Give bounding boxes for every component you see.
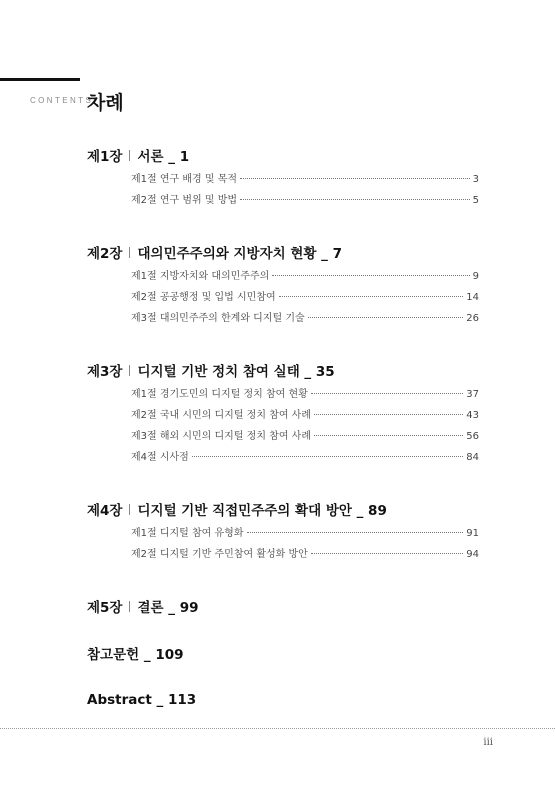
chapter-number: 제4장 (87, 503, 123, 519)
footer-rule (0, 728, 555, 729)
toc-entry[interactable] (131, 406, 479, 427)
chapter-number: 제5장 (87, 600, 123, 616)
dot-leader (279, 296, 464, 297)
chapter-heading[interactable] (87, 498, 479, 520)
toc-entry[interactable] (131, 545, 479, 566)
toc-entry[interactable] (131, 170, 479, 191)
chapter-separator (129, 150, 130, 161)
section-page: 43 (466, 410, 479, 421)
chapter-title: Abstract _ 113 (87, 692, 197, 708)
chapter-1 (87, 144, 479, 212)
chapter-separator (129, 601, 130, 612)
page-number: iii (483, 737, 493, 748)
section-page: 5 (472, 195, 479, 206)
dot-leader (314, 435, 463, 436)
section-title: 제1절 지방자치와 대의민주주의 (131, 271, 270, 282)
section-title: 제2절 공공행정 및 입법 시민참여 (131, 292, 276, 303)
toc-entry[interactable] (131, 288, 479, 309)
chapter-separator (129, 504, 130, 515)
chapter-title: 디지털 기반 직접민주주의 확대 방안 _ 89 (137, 503, 387, 519)
page-title: 차례 (87, 92, 124, 114)
toc-entry[interactable] (131, 524, 479, 545)
section-page: 26 (466, 313, 479, 324)
dot-leader (314, 414, 463, 415)
chapter-number: 제3장 (87, 364, 123, 380)
dot-leader (240, 199, 470, 200)
section-page: 84 (466, 452, 479, 463)
section-title: 제2절 국내 시민의 디지털 정치 참여 사례 (131, 410, 311, 421)
section-title: 제1절 디지털 참여 유형화 (131, 528, 244, 539)
section-title: 제1절 경기도민의 디지털 정치 참여 현황 (131, 389, 308, 400)
section-page: 56 (466, 431, 479, 442)
chapter-separator (129, 247, 130, 258)
dot-leader (192, 456, 463, 457)
abstract-entry (87, 689, 479, 711)
section-title: 제2절 디지털 기반 주민참여 활성화 방안 (131, 549, 308, 560)
section-page: 94 (466, 549, 479, 560)
section-page: 14 (466, 292, 479, 303)
table-of-contents (87, 144, 479, 736)
chapter-4 (87, 498, 479, 566)
chapter-heading[interactable] (87, 642, 479, 664)
dot-leader (311, 553, 463, 554)
header-rule (0, 78, 80, 81)
section-page: 3 (472, 174, 479, 185)
section-title: 제3절 대의민주주의 한계와 디지털 기술 (131, 313, 305, 324)
dot-leader (272, 275, 469, 276)
chapter-title: 서론 _ 1 (137, 149, 190, 165)
chapter-title: 결론 _ 99 (137, 600, 199, 616)
dot-leader (240, 178, 470, 179)
dot-leader (311, 393, 463, 394)
toc-entry[interactable] (131, 427, 479, 448)
chapter-title: 참고문헌 _ 109 (87, 647, 184, 663)
section-title: 제1절 연구 배경 및 목적 (131, 174, 238, 185)
toc-entry[interactable] (131, 448, 479, 469)
chapter-heading[interactable] (87, 359, 479, 381)
section-title: 제2절 연구 범위 및 방법 (131, 195, 238, 206)
toc-entry[interactable] (131, 309, 479, 330)
chapter-heading[interactable] (87, 595, 479, 617)
chapter-heading[interactable] (87, 689, 479, 711)
section-page: 37 (466, 389, 479, 400)
toc-entry[interactable] (131, 191, 479, 212)
references-entry (87, 642, 479, 664)
chapter-heading[interactable] (87, 241, 479, 263)
chapter-2 (87, 241, 479, 330)
chapter-heading[interactable] (87, 144, 479, 166)
chapter-number: 제2장 (87, 246, 123, 262)
section-page: 9 (472, 271, 479, 282)
chapter-3 (87, 359, 479, 469)
contents-label: CONTENTS (30, 96, 94, 105)
section-title: 제4절 시사점 (131, 452, 189, 463)
section-page: 91 (466, 528, 479, 539)
chapter-5 (87, 595, 479, 617)
chapter-title: 디지털 기반 정치 참여 실태 _ 35 (137, 364, 335, 380)
section-title: 제3절 해외 시민의 디지털 정치 참여 사례 (131, 431, 311, 442)
dot-leader (308, 317, 464, 318)
chapter-separator (129, 365, 130, 376)
toc-entry[interactable] (131, 267, 479, 288)
toc-entry[interactable] (131, 385, 479, 406)
chapter-title: 대의민주주의와 지방자치 현황 _ 7 (137, 246, 342, 262)
chapter-number: 제1장 (87, 149, 123, 165)
dot-leader (247, 532, 464, 533)
